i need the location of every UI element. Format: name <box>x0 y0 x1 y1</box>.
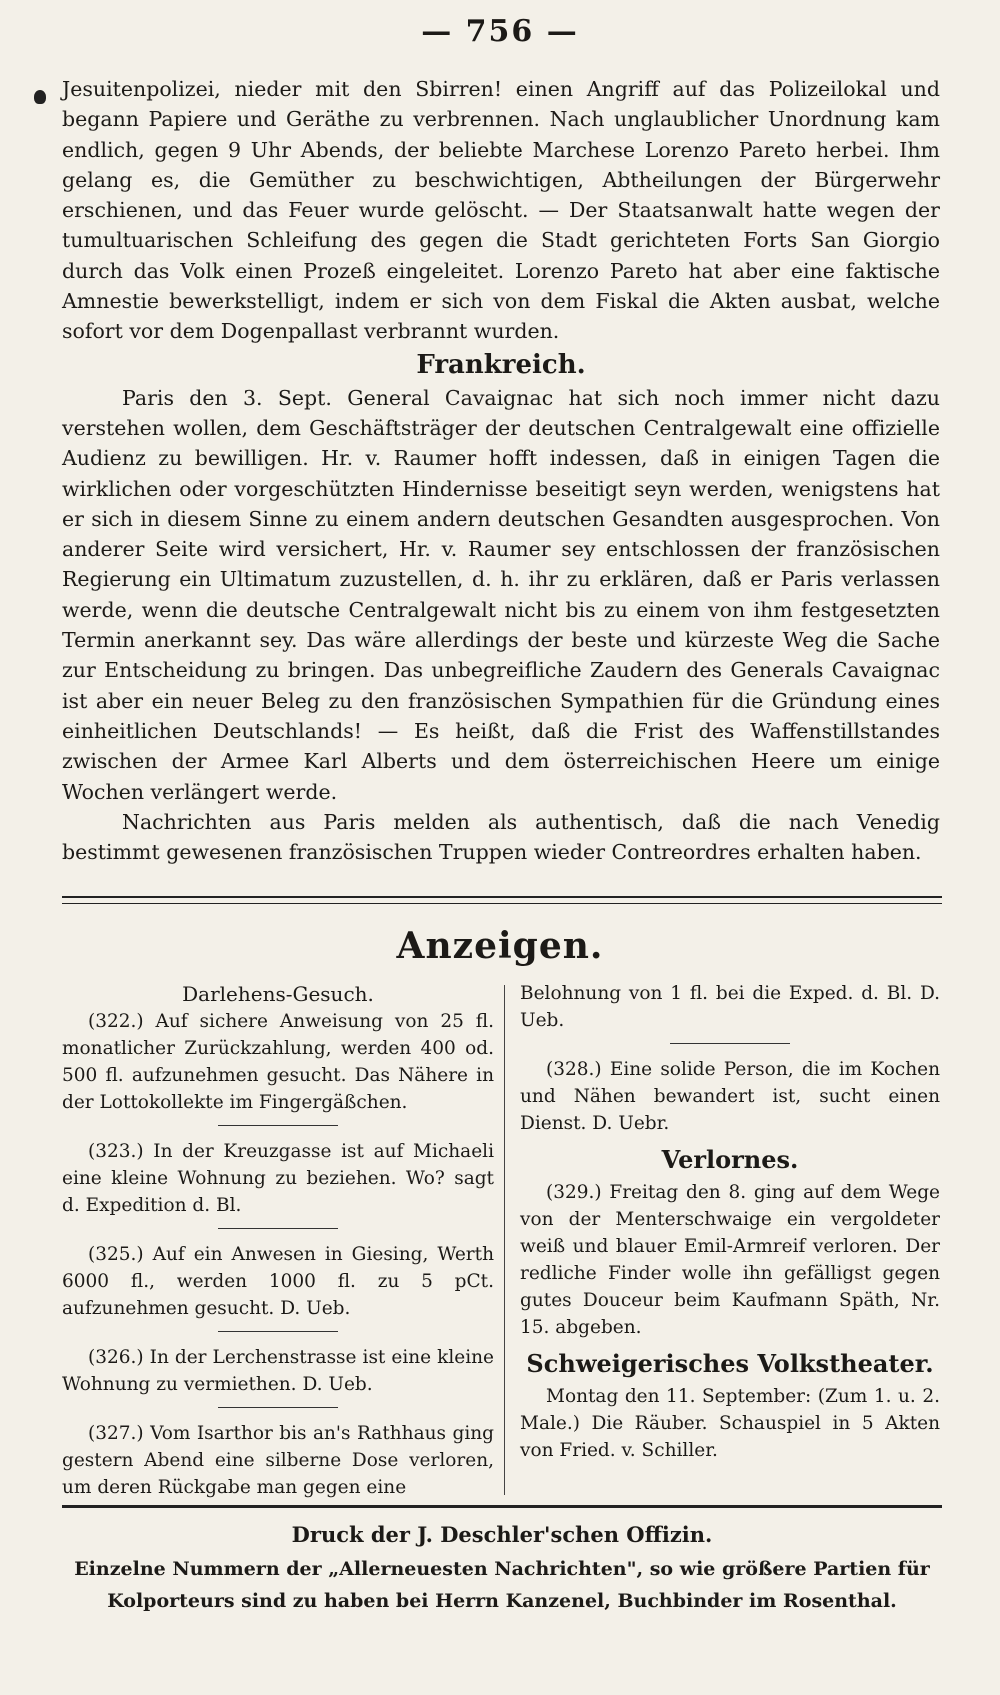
distribution-line-1: Einzelne Nummern der „Allerneuesten Nachrichten", so wie größere Partien für <box>74 1558 930 1580</box>
section-divider <box>62 896 942 904</box>
genoa-paragraph: Jesuitenpolizei, nieder mit den Sbirren! einen Angriff auf das Polizeilokal und begann Papiere und Geräthe zu verbrennen. Nach unglaublicher Unordnung kam endlich, gegen 9 Uhr Abends, der beliebte Marchese Lorenzo Pareto herbei. Ihm gelang es, die Gemüther zu beschwichtigen, Abtheilungen der Bürgerwehr erschienen, und das Feuer wurde gelöscht. — Der Staatsanwalt hatte wegen der tumultuarischen Schleifung des gegen die Stadt gerichteten Forts San Giorgio durch das Volk einen Prozeß eingeleitet. Lorenzo Pareto hat aber eine faktische Amnestie bewerkstelligt, indem er sich von dem Fiskal die Akten ausbat, welche sofort vor dem Dogenpallast verbrannt wurden. <box>62 77 940 344</box>
loan-request-heading: Darlehens-Gesuch. <box>182 982 374 1006</box>
ad-328: (328.) Eine solide Person, die im Kochen und Nähen bewandert ist, sucht einen Dienst. D. Uebr. <box>520 1059 940 1134</box>
ad-divider <box>670 1043 790 1044</box>
footer-rule <box>62 1505 942 1508</box>
ads-title: Anzeigen. <box>396 925 604 967</box>
paris-paragraph: Paris den 3. Sept. General Cavaignac hat sich noch immer nicht dazu verstehen wollen, dem Geschäftsträger der deutschen Centralgewalt eine offizielle Audienz zu bewilligen. Hr. v. Raumer hofft indessen, daß in einigen Tagen die wirklichen oder vorgeschützten Hindernisse beseitigt seyn werden, wenigstens hat er sich in diesem Sinne zu einem andern deutschen Gesandten ausgesprochen. Von anderer Seite wird versichert, Hr. v. Raumer sey entschlossen der französischen Regierung ein Ultimatum zuzustellen, d. h. ihr zu erklären, daß er Paris verlassen werde, wenn die deutsche Centralgewalt nicht bis zu einem von ihm festgesetzten Termin anerkannt sey. Das wäre allerdings der beste und kürzeste Weg die Sache zur Entscheidung zu bringen. Das unbegreifliche Zaudern des Generals Cavaignac ist aber ein neuer Beleg zu den französischen Sympathien für die Gründung eines einheitlichen Deutschlands! — Es heißt, daß die Frist des Waffenstillstandes zwischen der Armee Karl Alberts und dem österreichischen Heere um einige Wochen verlängert werde. <box>62 385 940 804</box>
distribution-line-2: Kolporteurs sind zu haben bei Herrn Kanzenel, Buchbinder im Rosenthal. <box>107 1590 897 1612</box>
politics-section <box>62 74 940 867</box>
france-heading: Frankreich. <box>416 349 586 380</box>
ad-327: (327.) Vom Isarthor bis an's Rathhaus ging gestern Abend eine silberne Dose verloren, um deren Rückgabe man gegen eine <box>62 1423 494 1498</box>
ad-327-continued: Belohnung von 1 fl. bei die Exped. d. Bl. D. Ueb. <box>520 983 940 1031</box>
printer-line: Druck der J. Deschler'schen Offizin. <box>291 1522 713 1547</box>
paris-news-paragraph: Nachrichten aus Paris melden als authentisch, daß die nach Venedig bestimmt gewesenen französischen Truppen wieder Contreordres erhalten haben. <box>62 809 940 865</box>
theater-heading: Schweigerisches Volkstheater. <box>526 1349 934 1378</box>
ad-326: (326.) In der Lerchenstrasse ist eine kleine Wohnung zu vermiethen. D. Ueb. <box>62 1347 494 1395</box>
theater-announcement: Montag den 11. September: (Zum 1. u. 2. Male.) Die Räuber. Schauspiel in 5 Akten von Fried. v. Schiller. <box>520 1386 940 1461</box>
ink-blot <box>34 90 46 104</box>
ad-323: (323.) In der Kreuzgasse ist auf Michaeli eine kleine Wohnung zu beziehen. Wo? sagt d. Expedition d. Bl. <box>62 1141 494 1216</box>
ads-left-column <box>62 980 494 1501</box>
ad-325: (325.) Auf ein Anwesen in Giesing, Werth 6000 fl., werden 1000 fl. zu 5 pCt. aufzunehmen gesucht. D. Ueb. <box>62 1244 494 1319</box>
ad-329: (329.) Freitag den 8. ging auf dem Wege von der Menterschwaige ein vergoldeter weiß und blauer Emil-Armreif verloren. Der redliche Finder wolle ihn gefälligst gegen gutes Douceur beim Kaufmann Späth, Nr. 15. abgeben. <box>520 1182 940 1338</box>
ad-divider <box>218 1228 338 1229</box>
ad-divider <box>218 1125 338 1126</box>
ad-322: (322.) Auf sichere Anweisung von 25 fl. monatlicher Zurückzahlung, werden 400 od. 500 fl. aufzunehmen gesucht. Das Nähere in der Lottokollekte im Fingergäßchen. <box>62 1011 494 1113</box>
column-separator <box>504 985 505 1495</box>
ad-divider <box>218 1331 338 1332</box>
ad-divider <box>218 1407 338 1408</box>
page-number: — 756 — <box>421 14 579 49</box>
lost-heading: Verlornes. <box>661 1145 799 1174</box>
ads-right-column <box>520 980 940 1464</box>
